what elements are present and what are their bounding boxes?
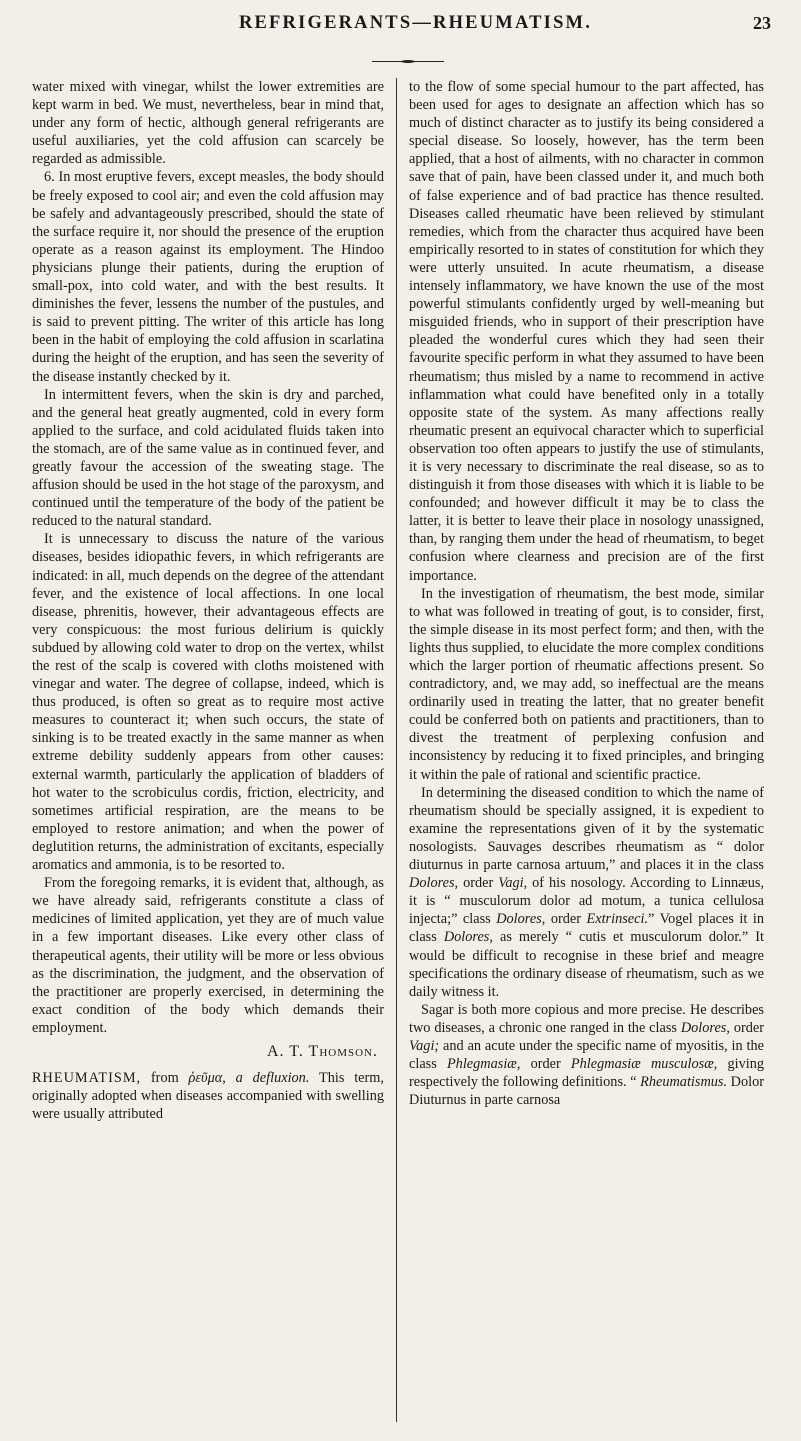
column-rule — [396, 78, 397, 1422]
italic-term: Dolores — [680, 1019, 727, 1036]
entry-term: RHEUMATISM, — [32, 1070, 142, 1087]
italic-term: Dolores — [496, 911, 542, 928]
greek-etymon: ῥεῦμα — [188, 1070, 223, 1087]
paragraph — [409, 784, 764, 1001]
text-run: Sagar is both more copious and more precise. He describes two diseases, a chronic one ranged in the class — [409, 1001, 764, 1036]
italic-term: Extrinseci. — [586, 911, 649, 928]
running-head: REFRIGERANTS—RHEUMATISM. — [238, 13, 593, 33]
text-run: and an acute under the specific name of myositis, in the class — [409, 1037, 764, 1073]
page-header — [30, 13, 771, 41]
italic-term: Phlegmasiæ — [446, 1056, 517, 1073]
text-run: , order — [726, 1019, 764, 1036]
entry-body: This term, originally adopted when diseases accompanied with swelling were usually attributed — [32, 1070, 384, 1123]
paragraph: to the flow of some special humour to the part affected, has been used for ages to designate an affection which has so much of distinct character as to justify its being considered a special disease. So loosely, however, has the term been applied, that a host of ailments, with no character in common save that of pain, have been classed under it, and much both of false experience and of bad practice has thence resulted. Diseases called rheumatic have been relieved by stimulant remedies, which from the character thus acquired have been empirically resorted to in states of constitution for which they were utterly unsuited. In acute rheumatism, a disease intensely inflammatory, we have known the use of the most powerful stimulants confidently urged by well-meaning but misguided friends, who in support of their prescription have pleaded the wonderful cures which they had seen their favourite specific perform in what they assumed to have been rheumatism; thus misled by a name to recommend in active inflammation what could have benefited only in a totally opposite state of the system. As many affections really rheumatic present an equivocal character which to superficial observation too often appears to justify the use of stimulants, it is very necessary to discriminate the real disease, so as to distinguish it from those diseases with which it is liable to be confounded; and however difficult it may be to class the latter, it is better to leave their place in nosology unassigned, than, by ranging them under the head of rheumatism, to beget confusion where clearness and precision are of the first importance. — [409, 79, 764, 584]
page-number: 23 — [753, 13, 771, 33]
text-run: In determining the diseased condition to which the name of rheumatism should be specially assigned, it is expedient to examine the representations given of it by the systematic nosologists. Sauvages describes rheumatism as “ dolor diuturnus in parte carnosa artuum,” and places it in the class — [409, 784, 764, 874]
italic-term: Vagi; — [409, 1037, 440, 1054]
text-run: , order — [516, 1056, 571, 1073]
italic-term: Dolores — [409, 875, 455, 892]
left-column — [32, 78, 384, 1123]
italic-term: Rheumatismus. — [640, 1074, 728, 1091]
paragraph — [409, 1001, 764, 1110]
paragraph: In the investigation of rheumatism, the best mode, similar to what was followed in treating of gout, is to consider, first, the simple disease in its most perfect form; and then, with the lights thus supplied, to elucidate the more complex conditions which the larger portion of rheumatic affections present. So contradictory, and, we may add, so ineffectual are the means ordinarily used in treating the latter, that no greater benefit could be conferred both on patients and practitioners, than to divest the treatment of perplexing confusion and inconsistency by reducing it to fixed principles, and bringing it within the pale of rational and scientific practice. — [409, 585, 764, 783]
entry-gloss: a defluxion. — [235, 1070, 310, 1087]
header-ornament — [372, 60, 444, 63]
italic-term: Dolores — [443, 929, 490, 946]
italic-term: Phlegmasiæ musculosæ — [570, 1056, 714, 1073]
paragraph: 6. In most eruptive fevers, except measles, the body should be freely exposed to cool air; and even the cold affusion may be safely and advantageously prescribed, should the state of the surface require it, nor should the presence of the eruption operate as a reason against its employment. The Hindoo physicians plunge their patients, during the eruption of small-pox, into cold water, and with the best results. It diminishes the fever, lessens the number of the pustules, and is said to prevent pitting. The writer of this article has long been in the habit of employing the cold affusion in scarlatina during the height of the eruption, and has seen the severity of the disease instantly checked by it. — [32, 169, 384, 385]
text-run: , of his nosology. According to Linnæus, it is “ musculorum dolor ad motum, a tunica cellulosa injecta;” class — [409, 875, 765, 928]
paragraph: water mixed with vinegar, whilst the lower extremities are kept warm in bed. We must, nevertheless, bear in mind that, under any form of hectic, although general refrigerants are useful auxiliaries, yet the cold affusion can scarcely be regarded as admissible. — [32, 79, 384, 168]
right-column — [409, 78, 764, 1109]
entry-comma: , — [222, 1070, 236, 1087]
text-run: , as merely “ cutis et musculorum dolor.” It would be difficult to recognise in these brief and meagre specifications the ordinary disease of rheumatism, such as we daily witness it. — [409, 929, 764, 1000]
text-run: Dolor Diuturnus in parte carnosa — [409, 1074, 764, 1109]
text-run: , giving respectively the following definitions. “ — [409, 1056, 765, 1091]
text-run: ” Vogel places it in class — [409, 911, 764, 946]
entry-heading-paragraph — [32, 1069, 384, 1123]
text-run: , order — [541, 911, 587, 928]
paragraph: It is unnecessary to discuss the nature of the various diseases, besides idiopathic fevers, in which refrigerants are indicated: in all, much depends on the degree of the attendant fever, and the existence of local affections. In one local disease, phrenitis, however, their advantageous effects are very conspicuous: the most furious delirium is quickly subdued by allowing cold water to drop on the vertex, whilst the rest of the scalp is covered with cloths moistened with vinegar and water. The degree of collapse, indeed, which is thus produced, is often so great as to require most active measures to counteract it; when such occurs, the state of sinking is to be treated exactly in the same manner as when extreme debility suddenly appears from other causes: external warmth, particularly the application of bladders of hot water to the scrobiculus cordis, friction, electricity, and sometimes artificial respiration, are the means to be employed to restore animation; and when the power of deglutition returns, the administration of excitants, especially aromatics and ammonia, is to be resorted to. — [32, 531, 384, 874]
author-signature: A. T. Thomson. — [266, 1042, 378, 1060]
entry-from: from — [141, 1070, 189, 1087]
text-run: , order — [454, 875, 499, 892]
paragraph: From the foregoing remarks, it is evident that, although, as we have already said, refrigerants constitute a class of medicines of limited application, yet they are of much value in a few important diseases. Like every other class of therapeutical agents, their utility will be more or less obvious as the discrimination, the judgment, and the observation of the practitioner are properly exercised, in determining the exact condition of the body which demands their employment. — [32, 875, 384, 1036]
paragraph: In intermittent fevers, when the skin is dry and parched, and the general heat greatly augmented, cold in every form applied to the surface, and cold acidulated fluids taken into the stomach, are of the same value as in continued fever, and greatly favour the accession of the sweating stage. The affusion should be used in the hot stage of the paroxysm, and continued until the temperature of the body of the patient be reduced to the natural standard. — [32, 386, 384, 530]
italic-term: Vagi — [498, 875, 524, 892]
